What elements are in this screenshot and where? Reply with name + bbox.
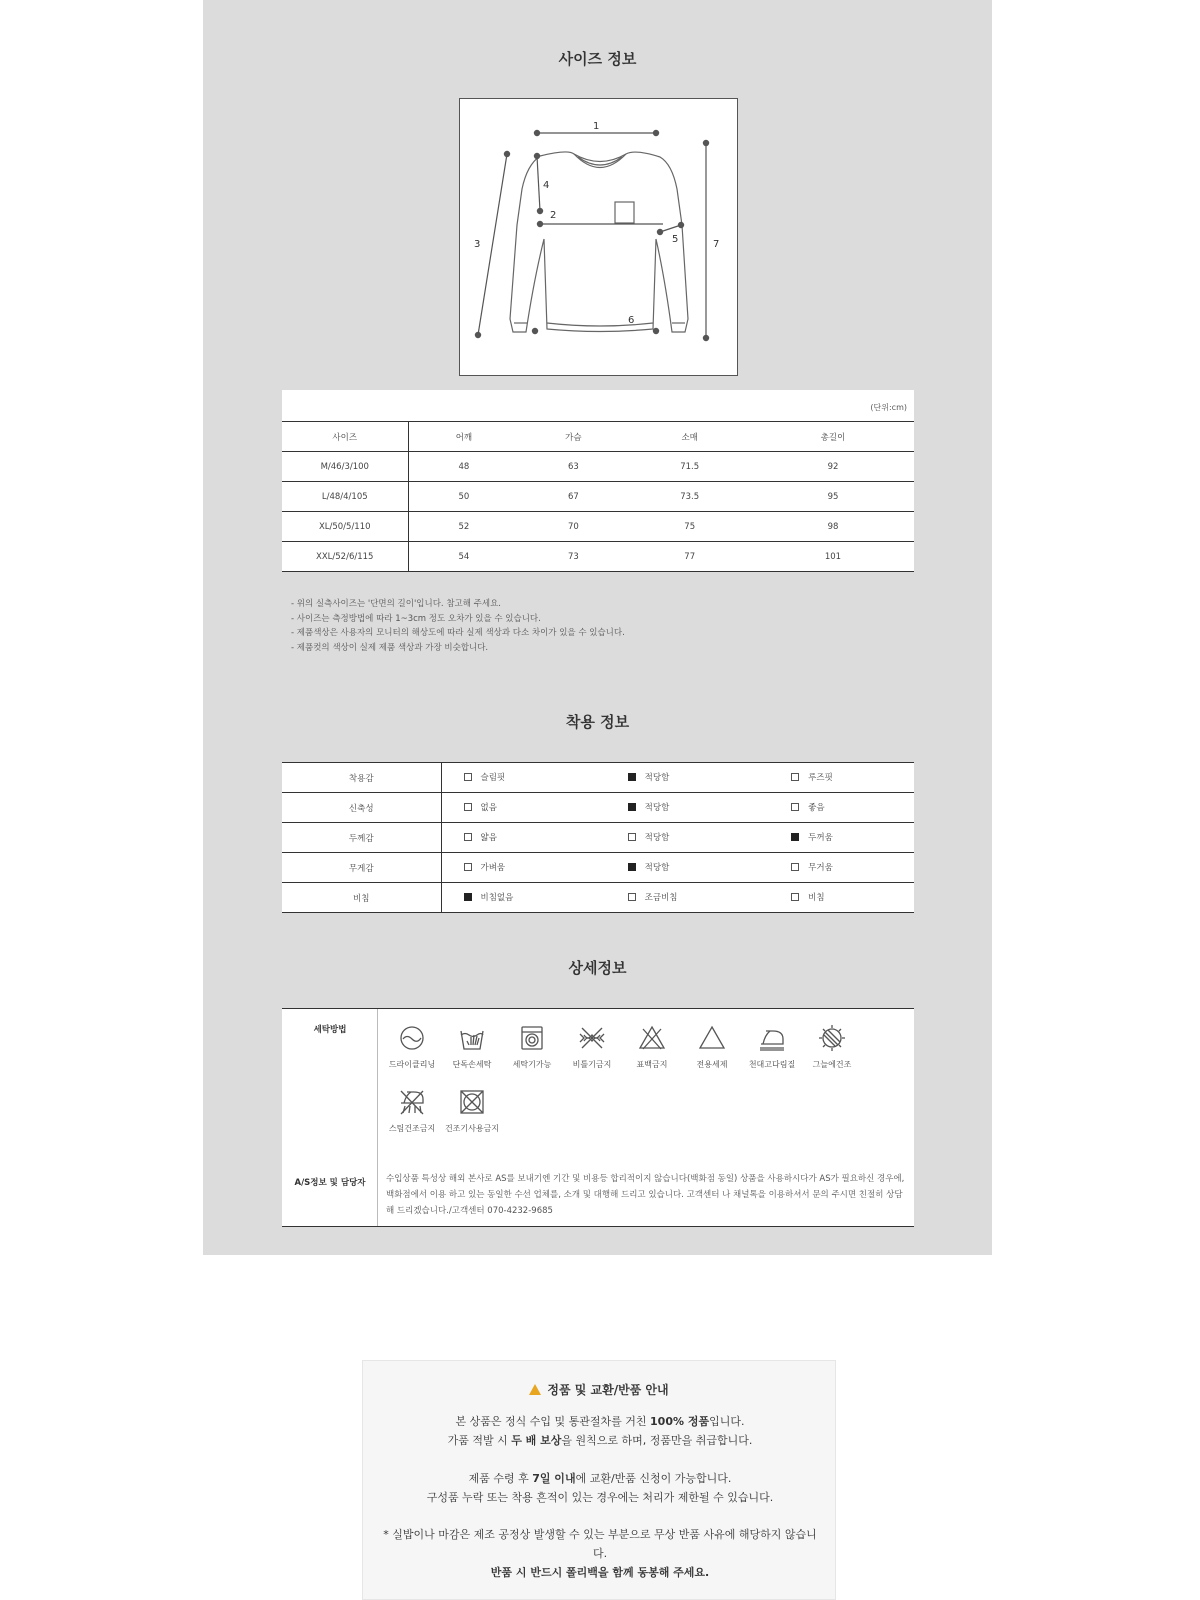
notice-line-bold: 반품 시 반드시 폴리백을 함께 동봉해 주세요. — [490, 1566, 710, 1579]
no-wring-icon — [577, 1023, 607, 1053]
detail-box — [282, 1008, 914, 1227]
fit-section-title: 착용 정보 — [565, 713, 630, 731]
fit-row-label: 무게감 — [282, 853, 441, 883]
fit-option: 무거움 — [791, 861, 833, 873]
header-length: 총길이 — [752, 422, 914, 452]
fit-option: 비침 — [791, 891, 824, 903]
fit-option: 적당함 — [628, 771, 670, 783]
cell-length: 95 — [752, 482, 914, 512]
checkbox-icon — [464, 833, 472, 841]
fit-option: 가벼움 — [464, 861, 506, 873]
care-item: 건조기사용금지 — [442, 1087, 502, 1151]
checkbox-checked-icon — [464, 893, 472, 901]
diagram-label-2: 2 — [550, 210, 557, 221]
checkbox-icon — [791, 863, 799, 871]
fit-table — [282, 762, 914, 913]
note-line: - 위의 실측사이즈는 '단면의 길이'입니다. 참고해 주세요. — [291, 599, 501, 609]
fit-option: 두꺼움 — [791, 831, 833, 843]
shade-dry-icon — [817, 1023, 847, 1053]
tshirt-measurement-diagram — [460, 99, 737, 375]
checkbox-icon — [791, 893, 799, 901]
cell-size: M/46/3/100 — [282, 452, 408, 482]
fit-table-box — [282, 762, 914, 912]
checkbox-icon — [464, 863, 472, 871]
cell-shoulder: 52 — [408, 512, 519, 542]
cell-chest: 63 — [519, 452, 627, 482]
checkbox-icon — [628, 833, 636, 841]
header-chest: 가슴 — [519, 422, 627, 452]
iron-cloth-icon — [757, 1023, 787, 1053]
no-tumble-dry-icon — [457, 1087, 487, 1117]
as-info-text: 수입상품 특성상 해외 본사로 AS를 보내기엔 기간 및 비용등 합리적이지 않습니다(백화점 동일) 상품을 사용하시다가 AS가 필요하신 경우에, 백화점에서 이용 하고 있는 동일한 수선 업체를, 소개 및 대행해 드리고 있습니다. 고객센터 나 채널톡을 이용하셔서 문의 주시면 친절히 상담해 드리겠습니다./고객센터 070-4232-9685 — [386, 1174, 905, 1216]
note-line: - 제품색상은 사용자의 모니터의 해상도에 따라 실제 색상과 다소 차이가 있을 수 있습니다. — [291, 628, 625, 638]
checkbox-icon — [464, 773, 472, 781]
cell-length: 98 — [752, 512, 914, 542]
cell-size: XL/50/5/110 — [282, 512, 408, 542]
care-item: 드라이클리닝 — [382, 1023, 442, 1087]
fit-option: 적당함 — [628, 861, 670, 873]
note-line: - 사이즈는 측정방법에 따라 1~3cm 정도 오차가 있을 수 있습니다. — [291, 613, 541, 624]
diagram-label-1: 1 — [593, 121, 600, 132]
notice-line: 구성품 누락 또는 착용 흔적이 있는 경우에는 처리가 제한될 수 있습니다. — [426, 1491, 774, 1504]
care-item: 전용세제 — [682, 1023, 742, 1087]
cell-chest: 67 — [519, 482, 627, 512]
authenticity-return-notice — [362, 1360, 836, 1600]
cell-shoulder: 50 — [408, 482, 519, 512]
fit-row-label: 신축성 — [282, 793, 441, 823]
fit-option: 조금비침 — [628, 891, 678, 903]
cell-sleeve: 77 — [627, 542, 752, 572]
fit-option: 없음 — [464, 801, 497, 813]
size-table — [282, 421, 914, 572]
no-steam-dry-icon — [397, 1087, 427, 1117]
diagram-label-5: 5 — [672, 234, 679, 245]
care-item: 스팀건조금지 — [382, 1087, 442, 1151]
diagram-label-7: 7 — [713, 239, 720, 250]
diagram-label-6: 6 — [628, 315, 635, 326]
hand-wash-icon — [457, 1023, 487, 1053]
fit-row-feel — [282, 763, 914, 793]
fit-option: 얇음 — [464, 831, 497, 843]
fit-option: 적당함 — [628, 831, 670, 843]
wash-method-label: 세탁방법 — [313, 1025, 347, 1035]
cell-size: XXL/52/6/115 — [282, 542, 408, 572]
care-item: 단독손세탁 — [442, 1023, 502, 1087]
care-item: 그늘에건조 — [802, 1023, 862, 1087]
fit-row-label: 비침 — [282, 883, 441, 913]
care-item: 천대고다림질 — [742, 1023, 802, 1087]
size-table-header — [282, 422, 914, 452]
diagram-label-4: 4 — [543, 180, 550, 191]
size-section-title: 사이즈 정보 — [558, 50, 637, 68]
table-row — [282, 452, 914, 482]
product-info-panel — [203, 0, 992, 1255]
detail-section-title: 상세정보 — [568, 959, 627, 977]
table-row — [282, 512, 914, 542]
header-size: 사이즈 — [282, 422, 408, 452]
fit-option: 루즈핏 — [791, 771, 833, 783]
unit-label: (단위:cm) — [870, 403, 907, 412]
cell-length: 101 — [752, 542, 914, 572]
dry-clean-icon — [397, 1023, 427, 1053]
cell-length: 92 — [752, 452, 914, 482]
checkbox-icon — [464, 803, 472, 811]
checkbox-icon — [628, 893, 636, 901]
fit-row-weight — [282, 853, 914, 883]
table-row — [282, 482, 914, 512]
care-item: 비틀기금지 — [562, 1023, 622, 1087]
as-info-label: A/S정보 및 담당자 — [294, 1178, 366, 1188]
checkbox-checked-icon — [628, 773, 636, 781]
fit-option: 적당함 — [628, 801, 670, 813]
size-table-box — [282, 390, 914, 571]
machine-wash-icon — [517, 1023, 547, 1053]
care-item: 표백금지 — [622, 1023, 682, 1087]
note-line: - 제품컷의 색상이 실제 제품 색상과 가장 비슷합니다. — [291, 642, 489, 653]
checkbox-icon — [791, 803, 799, 811]
header-shoulder: 어깨 — [408, 422, 519, 452]
fit-option: 비침없음 — [464, 891, 514, 903]
diagram-label-3: 3 — [474, 239, 481, 250]
notice-line: 제품 수령 후 7일 이내에 교환/반품 신청이 가능합니다. — [468, 1472, 732, 1485]
cell-sleeve: 73.5 — [627, 482, 752, 512]
fit-row-stretch — [282, 793, 914, 823]
cell-chest: 70 — [519, 512, 627, 542]
size-diagram — [459, 98, 738, 376]
cell-shoulder: 48 — [408, 452, 519, 482]
notice-title: 정품 및 교환/반품 안내 — [363, 1381, 835, 1398]
detail-side-column — [282, 1009, 378, 1226]
notice-line: * 실밥이나 마감은 제조 공정상 발생할 수 있는 부분으로 무상 반품 사유에 해당하지 않습니다. — [383, 1528, 817, 1560]
fit-row-label: 두께감 — [282, 823, 441, 853]
table-row — [282, 542, 914, 572]
cell-sleeve: 75 — [627, 512, 752, 542]
checkbox-checked-icon — [628, 863, 636, 871]
warning-icon — [529, 1384, 541, 1395]
care-icons — [382, 1023, 862, 1151]
checkbox-checked-icon — [628, 803, 636, 811]
header-sleeve: 소매 — [627, 422, 752, 452]
notice-line: 가품 적발 시 두 배 보상을 원칙으로 하며, 정품만을 취급합니다. — [447, 1434, 753, 1447]
cell-shoulder: 54 — [408, 542, 519, 572]
cell-size: L/48/4/105 — [282, 482, 408, 512]
notice-line: 본 상품은 정식 수입 및 통관절차를 거친 100% 정품입니다. — [455, 1415, 745, 1428]
fit-option: 좋음 — [791, 801, 824, 813]
care-item: 세탁기가능 — [502, 1023, 562, 1087]
fit-row-sheer — [282, 883, 914, 913]
checkbox-icon — [791, 773, 799, 781]
fit-row-label: 착용감 — [282, 763, 441, 793]
size-notes — [291, 597, 625, 655]
cell-sleeve: 71.5 — [627, 452, 752, 482]
checkbox-checked-icon — [791, 833, 799, 841]
detergent-icon — [697, 1023, 727, 1053]
no-bleach-icon — [637, 1023, 667, 1053]
fit-row-thickness — [282, 823, 914, 853]
cell-chest: 73 — [519, 542, 627, 572]
fit-option: 슬림핏 — [464, 771, 506, 783]
